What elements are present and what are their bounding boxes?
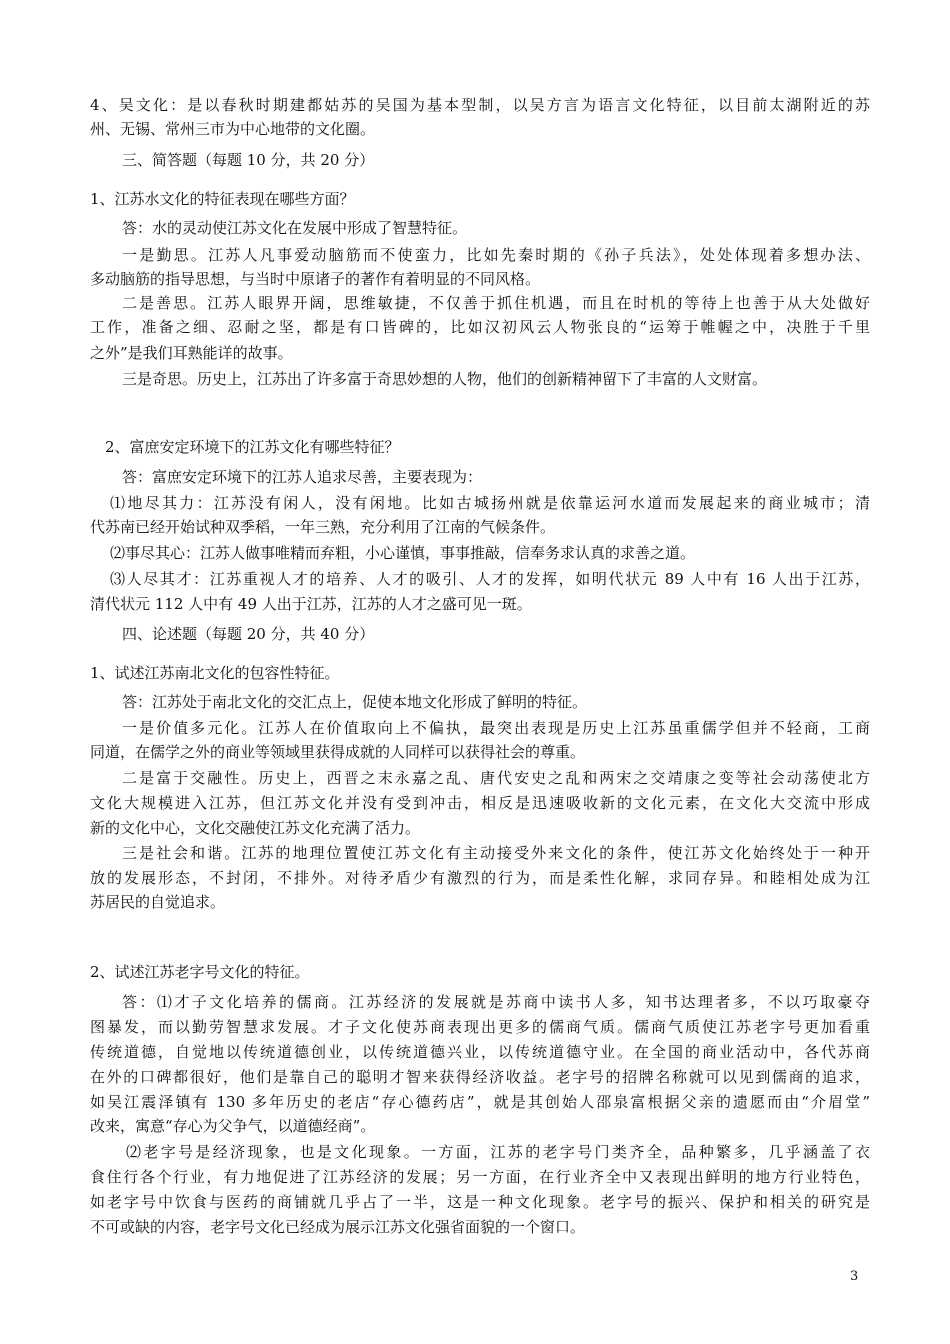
text-line: 二是富于交融性。历史上，西晋之末永嘉之乱、唐代安史之乱和两宋之交靖康之变等社会动荡使北方 bbox=[122, 769, 870, 787]
text-line: 如老字号中饮食与医药的商铺就几乎占了一半，这是一种文化现象。老字号的振兴、保护和相关的研究是 bbox=[90, 1193, 870, 1211]
text-line: 多动脑筋的指导思想，与当时中原诸子的著作有着明显的不同风格。 bbox=[90, 270, 541, 288]
question-title: 1、江苏水文化的特征表现在哪些方面？ bbox=[90, 190, 355, 208]
text-line: 一是价值多元化。江苏人在价值取向上不偏执，最突出表现是历史上江苏虽重儒学但并不轻商，工商 bbox=[122, 719, 870, 737]
text-line: 传统道德，自觉地以传统道德创业，以传统道德兴业，以传统道德守业。在全国的商业活动中，各代苏商 bbox=[90, 1043, 870, 1061]
text-line: 答：水的灵动使江苏文化在发展中形成了智慧特征。 bbox=[122, 219, 468, 237]
text-line: 一是勤思。江苏人凡事爱动脑筋而不使蛮力，比如先秦时期的《孙子兵法》，处处体现着多想办法、 bbox=[122, 246, 870, 264]
question-title: 2、富庶安定环境下的江苏文化有哪些特征？ bbox=[105, 438, 400, 456]
text-line: 4、吴文化：是以春秋时期建都姑苏的吴国为基本型制，以吴方言为语言文化特征，以目前太湖附近的苏 bbox=[90, 96, 870, 114]
question-title: 2、试述江苏老字号文化的特征。 bbox=[90, 963, 310, 981]
text-line: 图暴发，而以勤劳智慧求发展。才子文化使苏商表现出更多的儒商气质。儒商气质使江苏老字号更加看重 bbox=[90, 1018, 870, 1036]
page-number: 3 bbox=[850, 1269, 859, 1284]
text-line: 答：江苏处于南北文化的交汇点上，促使本地文化形成了鲜明的特征。 bbox=[122, 693, 588, 711]
text-line: 三是奇思。历史上，江苏出了许多富于奇思妙想的人物，他们的创新精神留下了丰富的人文财富。 bbox=[122, 370, 768, 388]
text-line: 三是社会和谐。江苏的地理位置使江苏文化有主动接受外来文化的条件，使江苏文化始终处于一种开 bbox=[122, 844, 870, 862]
section-heading: 四、论述题（每题 20 分，共 40 分） bbox=[122, 625, 375, 643]
text-line: 答：富庶安定环境下的江苏人追求尽善，主要表现为： bbox=[122, 468, 483, 486]
text-line: 代苏南已经开始试种双季稻，一年三熟，充分利用了江南的气候条件。 bbox=[90, 518, 556, 536]
text-line: 之外”是我们耳熟能详的故事。 bbox=[90, 344, 293, 362]
text-line: 二是善思。江苏人眼界开阔，思维敏捷，不仅善于抓住机遇，而且在时机的等待上也善于从大处做好 bbox=[122, 294, 870, 312]
text-line: 州、无锡、常州三市为中心地带的文化圈。 bbox=[90, 120, 376, 138]
text-line: 不可或缺的内容，老字号文化已经成为展示江苏文化强省面貌的一个窗口。 bbox=[90, 1218, 586, 1236]
text-line: 放的发展形态，不封闭，不排外。对待矛盾少有激烈的行为，而是柔性化解，求同存异。和睦相处成为江 bbox=[90, 869, 870, 887]
text-line: 同道，在儒学之外的商业等领域里获得成就的人同样可以获得社会的尊重。 bbox=[90, 743, 586, 761]
text-line: ⑵事尽其心：江苏人做事唯精而弃粗，小心谨慎，事事推敲，信奉务求认真的求善之道。 bbox=[110, 544, 696, 562]
text-line: ⑶人尽其才：江苏重视人才的培养、人才的吸引、人才的发挥，如明代状元 89 人中有 16 人出于江苏， bbox=[110, 570, 870, 588]
question-title: 1、试述江苏南北文化的包容性特征。 bbox=[90, 664, 340, 682]
text-line: 在外的口碑都很好，他们是靠自己的聪明才智来获得经济收益。老字号的招牌名称就可以见到儒商的追求， bbox=[90, 1068, 870, 1086]
section-heading: 三、简答题（每题 10 分，共 20 分） bbox=[122, 151, 375, 169]
text-line: 文化大规模进入江苏，但江苏文化并没有受到冲击，相反是迅速吸收新的文化元素，在文化大交流中形成 bbox=[90, 794, 870, 812]
text-line: 苏居民的自觉追求。 bbox=[90, 893, 226, 911]
text-line: 清代状元 112 人中有 49 人出于江苏，江苏的人才之盛可见一斑。 bbox=[90, 595, 532, 613]
text-line: 工作，准备之细、忍耐之坚，都是有口皆碑的，比如汉初风云人物张良的“运筹于帷幄之中，决胜于千里 bbox=[90, 318, 870, 336]
text-line: 新的文化中心，文化交融使江苏文化充满了活力。 bbox=[90, 819, 421, 837]
text-line: ⑵老字号是经济现象，也是文化现象。一方面，江苏的老字号门类齐全，品种繁多，几乎涵盖了衣 bbox=[126, 1143, 870, 1161]
text-line: 改来，寓意“存心为父争气，以道德经商”。 bbox=[90, 1117, 376, 1135]
text-line: 如吴江震泽镇有 130 多年历史的老店“存心德药店”，就是其创始人邵泉富根据父亲的遗愿而由“介眉堂” bbox=[90, 1093, 870, 1111]
text-line: 答：⑴才子文化培养的儒商。江苏经济的发展就是苏商中读书人多，知书达理者多，不以巧取豪夺 bbox=[122, 993, 870, 1011]
text-line: 食住行各个行业，有力地促进了江苏经济的发展；另一方面，在行业齐全中又表现出鲜明的地方行业特色， bbox=[90, 1168, 870, 1186]
text-line: ⑴地尽其力：江苏没有闲人，没有闲地。比如古城扬州就是依靠运河水道而发展起来的商业城市；清 bbox=[110, 494, 870, 512]
